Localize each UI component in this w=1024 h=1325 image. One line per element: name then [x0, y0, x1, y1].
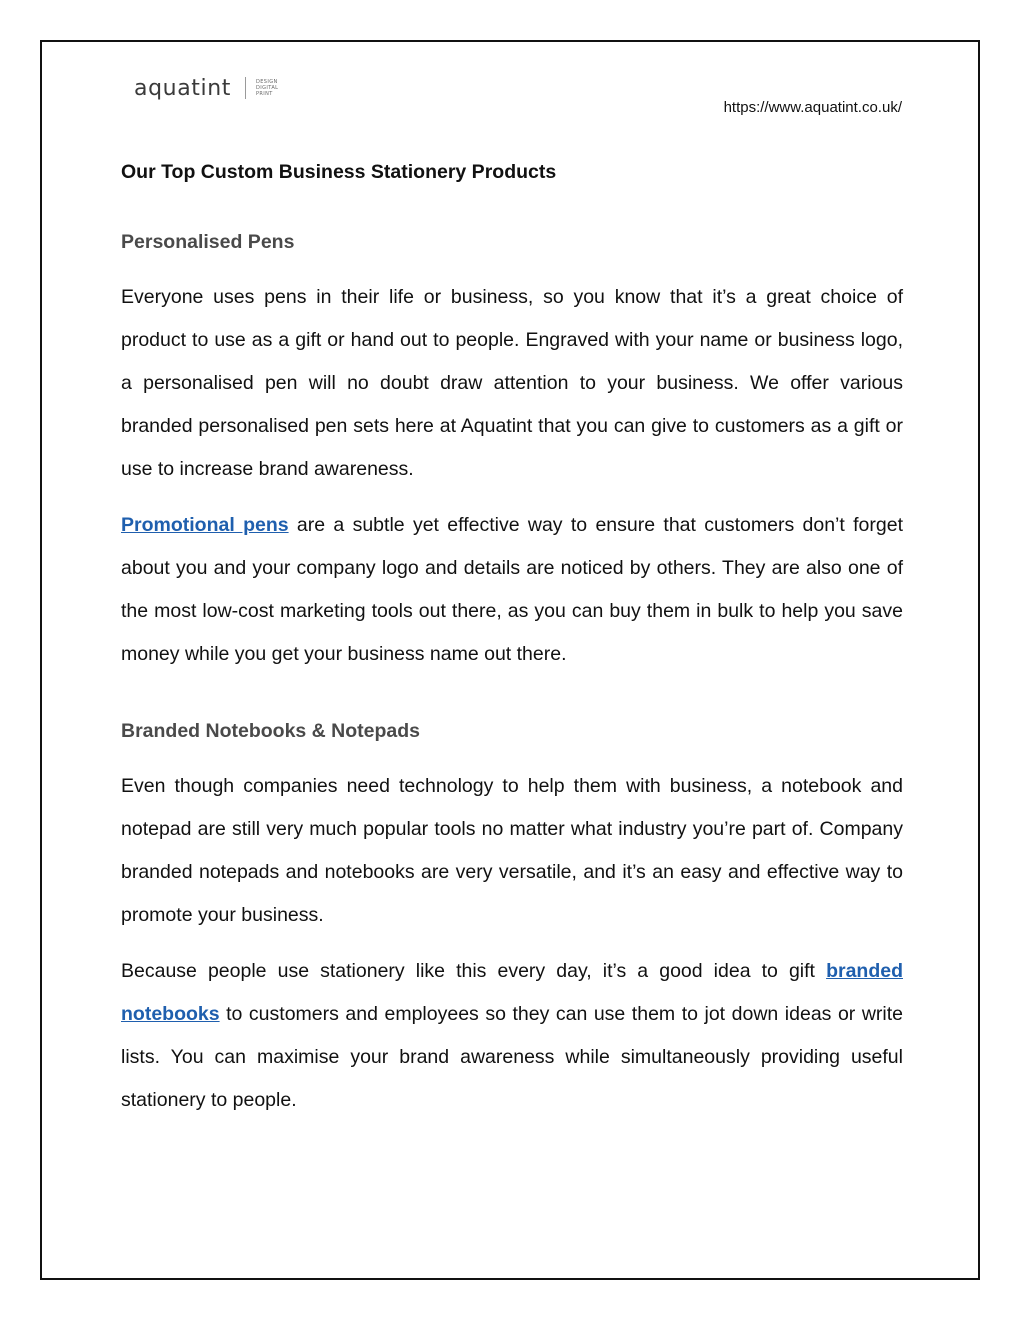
- logo-divider: [245, 77, 246, 99]
- logo-tagline-line: DESIGN: [255, 79, 278, 85]
- paragraph-text: are a subtle yet effective way to ensure that customers don’t forget about you and your company logo and details are noticed by others. They are also one of the most low-cost marketing tools out there, as you can buy them in bulk to help you save money while you get your business name out there.: [121, 514, 903, 665]
- branded-notebooks-link[interactable]: branded notebooks: [121, 960, 903, 1025]
- section-heading-pens: Personalised Pens: [121, 231, 295, 253]
- promotional-pens-link[interactable]: Promotional pens: [121, 514, 289, 536]
- logo-tagline-line: DIGITAL: [255, 85, 279, 91]
- paragraph-text: Because people use stationery like this every day, it’s a good idea to gift: [121, 960, 827, 982]
- logo-wordmark: aquatint: [134, 75, 231, 101]
- section-heading-notebooks: Branded Notebooks & Notepads: [121, 720, 421, 742]
- paragraph-text: to customers and employees so they can use them to jot down ideas or write lists. You can maximise your brand awareness while simultaneously providing useful stationery to people.: [121, 1003, 903, 1111]
- paragraph-promotional-pens: [121, 504, 903, 676]
- logo-tagline: [256, 79, 278, 97]
- page-title: Our Top Custom Business Stationery Products: [121, 161, 557, 183]
- paragraph-pens-intro: Everyone uses pens in their life or business, so you know that it’s a great choice of product to use as a gift or hand out to people. Engraved with your name or business logo, a personalised pen will no doubt draw attention to your business. We offer various branded personalised pen sets here at Aquatint that you can give to customers as a gift or use to increase brand awareness.: [121, 286, 903, 480]
- paragraph-notebooks-intro: Even though companies need technology to help them with business, a notebook and notepad are still very much popular tools no matter what industry you’re part of. Company branded notepads and notebooks are very versatile, and it’s an easy and effective way to promote your business.: [121, 775, 903, 926]
- logo-tagline-line: PRINT: [255, 91, 273, 97]
- paragraph-branded-notebooks: [121, 950, 903, 1122]
- site-url: https://www.aquatint.co.uk/: [723, 99, 902, 116]
- document-body: [121, 158, 903, 1122]
- aquatint-logo: [134, 74, 278, 102]
